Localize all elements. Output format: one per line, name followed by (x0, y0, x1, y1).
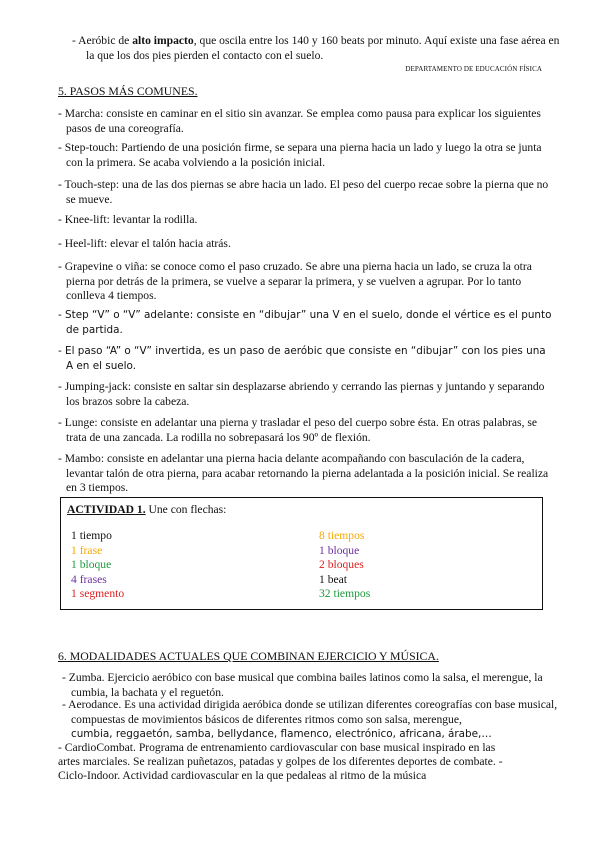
department-label: DEPARTAMENTO DE EDUCACIÓN FÍSICA (405, 65, 542, 73)
step-step-touch: - Step-touch: Partiendo de una posición firme, se separa una pierna hacia un lado y luego la otra se junta con la primera. Se acaba volviendo a la posición inicial. (58, 141, 542, 169)
right-item[interactable]: 1 beat (319, 572, 348, 586)
modality-cardiocombat-2: artes marciales. Se realizan puñetazos, patadas y golpes de los diferentes deportes de combate. - (58, 755, 503, 768)
intro-text: , que oscila entre los 140 y 160 beats por minuto. Aquí existe una fase aérea en la que los dos pies pierden el contacto con el suelo. (86, 34, 560, 62)
right-item[interactable]: 32 tiempos (319, 587, 371, 600)
step-mambo: - Mambo: consiste en adelantar una pierna hacia delante acompañando con basculación de la cadera, levantar talón de otra pierna, para acabar retornando la pierna adelantada a la posición inicial. Se realiza en 3 tiempos. (58, 452, 549, 494)
left-item[interactable]: 1 frase (71, 543, 103, 557)
step-v-adelante: - Step “V” o “V” adelante: consiste en “dibujar” una V en el suelo, donde el vértice es el punto de partida. (58, 309, 552, 336)
activity-left-column (71, 529, 124, 602)
activity-title-line (67, 503, 226, 518)
right-item[interactable]: 8 tiempos (319, 529, 365, 542)
modality-aerodance: - Aerodance. Es una actividad dirigida aeróbica donde se utilizan diferentes coreografías con base musical, compuestas de movimientos básicos de diferentes ritmos como son salsa, merengue, (62, 698, 558, 726)
left-item[interactable]: 1 tiempo (71, 529, 112, 542)
activity-box (60, 497, 543, 610)
intro-bold: alto impacto (132, 34, 194, 47)
step-jumping-jack: - Jumping-jack: consiste en saltar sin desplazarse abriendo y cerrando las piernas y juntando y separando los brazos sobre la cabeza. (58, 380, 545, 408)
activity-subtitle: Une con flechas: (145, 503, 227, 516)
step-grapevine: - Grapevine o viña: se conoce como el paso cruzado. Se abre una pierna hacia un lado, se cruza la otra pierna por detrás de la primera, se vuelve a separar la primera, y se vuelven a agrupar. Por lo tanto conlleva 4 tiempos. (58, 260, 532, 302)
section-5-title: 5. PASOS MÁS COMUNES. (58, 84, 198, 98)
step-marcha: - Marcha: consiste en caminar en el sitio sin avanzar. Se emplea como pausa para explicar los siguientes pasos de una coreografía. (58, 107, 541, 135)
step-touch-step: - Touch-step: una de las dos piernas se abre hacia un lado. El peso del cuerpo recae sobre la pierna que no se mueve. (58, 178, 549, 206)
intro-prefix: - Aeróbic de (72, 34, 133, 47)
right-item[interactable]: 1 bloque (319, 543, 360, 557)
step-lunge: - Lunge: consiste en adelantar una pierna y trasladar el peso del cuerpo sobre ésta. En otras palabras, se trata de una zancada. La rodilla no sobrepasará los 90º de flexión. (58, 416, 538, 444)
right-item[interactable]: 2 bloques (319, 558, 364, 571)
left-item[interactable]: 4 frases (71, 572, 107, 586)
modality-ciclo-indoor: Ciclo-Indoor. Actividad cardiovascular en la que pedaleas al ritmo de la música (58, 769, 427, 782)
step-heel-lift: - Heel-lift: elevar el talón hacia atrás. (58, 237, 231, 250)
left-item[interactable]: 1 segmento (71, 587, 125, 600)
modality-cardiocombat-1: - CardioCombat. Programa de entrenamiento cardiovascular con base musical inspirado en las (58, 741, 496, 754)
intro-paragraph (72, 34, 564, 63)
step-knee-lift: - Knee-lift: levantar la rodilla. (58, 213, 198, 226)
modality-aerodance-end: cumbia, reggaetón, samba, bellydance, flamenco, electrónico, africana, árabe,… (71, 728, 492, 740)
modality-zumba: - Zumba. Ejercicio aeróbico con base musical que combina bailes latinos como la salsa, el merengue, la cumbia, la bachata y el reguetón. (62, 671, 543, 699)
section-6-title: 6. MODALIDADES ACTUALES QUE COMBINAN EJERCICIO Y MÚSICA. (58, 649, 439, 663)
activity-title: ACTIVIDAD 1. (67, 503, 146, 516)
left-item[interactable]: 1 bloque (71, 558, 112, 571)
activity-right-column (319, 529, 370, 602)
step-paso-a: - El paso “A” o “V” invertida, es un paso de aeróbic que consiste en “dibujar” con los pies una A en el suelo. (58, 345, 546, 372)
